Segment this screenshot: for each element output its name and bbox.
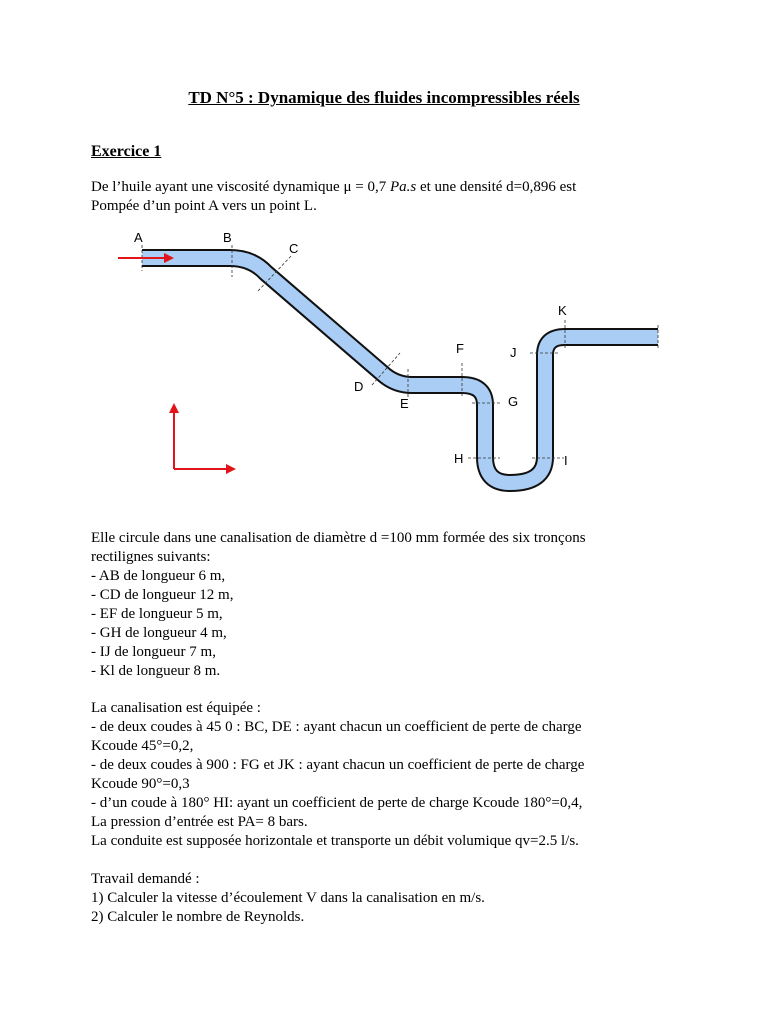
equipment-line: La canalisation est équipée : bbox=[91, 700, 261, 716]
intro-paragraph bbox=[91, 178, 691, 216]
exercise-heading: Exercice 1 bbox=[91, 143, 162, 160]
segment-item: - GH de longueur 4 m, bbox=[91, 625, 227, 641]
task-item: 1) Calculer la vitesse d’écoulement V dans la canalisation en m/s. bbox=[91, 890, 485, 906]
tasks-section bbox=[91, 870, 691, 927]
point-label-D: D bbox=[354, 379, 364, 394]
intro-text-after: et une densité d=0,896 est bbox=[416, 179, 577, 195]
equipment-line: - de deux coudes à 45 0 : BC, DE : ayant chacun un coefficient de perte de charge bbox=[91, 719, 582, 735]
equipment-line: Kcoude 45°=0,2, bbox=[91, 738, 194, 754]
segment-item: - EF de longueur 5 m, bbox=[91, 606, 223, 622]
task-item: 2) Calculer le nombre de Reynolds. bbox=[91, 909, 305, 925]
mu-value: μ = 0,7 bbox=[343, 179, 390, 195]
point-label-K: K bbox=[558, 303, 567, 318]
point-label-G: G bbox=[508, 394, 519, 409]
equipment-line: Kcoude 90°=0,3 bbox=[91, 776, 190, 792]
description-line: Elle circule dans une canalisation de diamètre d =100 mm formée des six tronçons bbox=[91, 530, 586, 546]
segment-item: - IJ de longueur 7 m, bbox=[91, 644, 216, 660]
intro-text-before: De l’huile ayant une viscosité dynamique bbox=[91, 179, 344, 195]
point-label-J: J bbox=[510, 345, 517, 360]
pipe-body bbox=[142, 258, 658, 483]
pipeline-description bbox=[91, 529, 691, 681]
pipeline-svg bbox=[100, 225, 680, 500]
axes-icon bbox=[169, 403, 236, 474]
description-line: rectilignes suivants: bbox=[91, 549, 211, 565]
page-title: TD N°5 : Dynamique des fluides incompressibles réels bbox=[188, 88, 580, 107]
point-label-C: C bbox=[289, 241, 299, 256]
pipeline-diagram bbox=[100, 225, 680, 500]
tasks-heading: Travail demandé : bbox=[91, 871, 200, 887]
point-label-F: F bbox=[456, 341, 464, 356]
intro-line-1 bbox=[91, 178, 691, 197]
intro-line-2: Pompée d’un point A vers un point L. bbox=[91, 198, 317, 214]
point-label-H: H bbox=[454, 451, 464, 466]
segment-item: - CD de longueur 12 m, bbox=[91, 587, 234, 603]
point-label-I: I bbox=[564, 453, 568, 468]
equipment-line: La conduite est supposée horizontale et transporte un débit volumique qv=2.5 l/s. bbox=[91, 833, 579, 849]
pipe-outline bbox=[142, 258, 658, 483]
point-label-A: A bbox=[134, 230, 143, 245]
section-markers bbox=[142, 245, 658, 458]
equipment-line: - de deux coudes à 900 : FG et JK : ayant chacun un coefficient de perte de charge bbox=[91, 757, 585, 773]
point-label-B: B bbox=[223, 230, 232, 245]
equipment-line: La pression d’entrée est PA= 8 bars. bbox=[91, 814, 308, 830]
equipment-description bbox=[91, 699, 691, 851]
point-label-E: E bbox=[400, 396, 409, 411]
mu-unit: Pa.s bbox=[389, 179, 417, 195]
equipment-line: - d’un coude à 180° HI: ayant un coefficient de perte de charge Kcoude 180°=0,4, bbox=[91, 795, 583, 811]
segment-item: - AB de longueur 6 m, bbox=[91, 568, 226, 584]
segment-item: - Kl de longueur 8 m. bbox=[91, 663, 221, 679]
